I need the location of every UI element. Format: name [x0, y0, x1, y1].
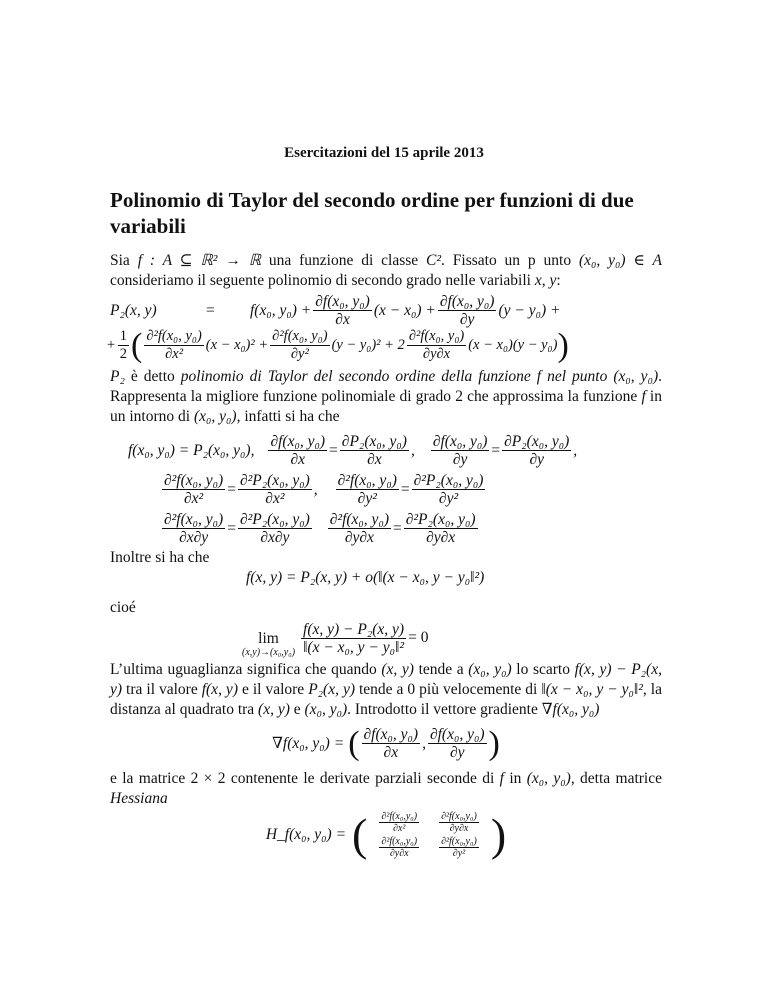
denominator: ∂y — [449, 744, 465, 761]
equality-row-3 — [160, 511, 662, 546]
fraction — [268, 433, 327, 468]
numerator: ∂²f(x₀, y₀) — [164, 511, 224, 528]
denominator: ∂x — [335, 311, 350, 328]
emphasis: Hessiana — [110, 790, 168, 807]
term: f(x₀, y₀) + — [250, 301, 312, 319]
denominator: ∂y∂x — [426, 529, 456, 546]
paren: ( — [352, 809, 368, 860]
term: (x − x₀)(y − y₀) — [468, 337, 558, 353]
math: f(x, y) — [201, 681, 238, 698]
numerator: ∂²f(x₀,y₀) — [381, 836, 418, 847]
denominator: ∂y — [452, 451, 468, 468]
text: , la distanza al quadrato tra — [110, 681, 662, 718]
fraction — [407, 328, 466, 363]
fraction — [502, 433, 571, 468]
numerator: ∂²f(x₀, y₀) — [272, 328, 328, 344]
text: Sia — [110, 252, 138, 269]
little-o-equation: f(x, y) = P₂(x, y) + o(‖(x − x₀, y − y₀‖²) — [246, 569, 485, 586]
denominator: ∂y² — [290, 346, 309, 362]
math: f — [641, 388, 646, 405]
equals: = — [227, 480, 236, 498]
fraction — [404, 511, 478, 546]
plus: + — [106, 337, 116, 353]
text: e — [289, 701, 305, 718]
text: in — [503, 770, 527, 787]
text: una funzione di classe — [260, 252, 427, 269]
fraction — [431, 433, 490, 468]
denominator: ∂y² — [438, 490, 459, 507]
denominator: ∂x² — [165, 346, 184, 362]
fraction — [340, 433, 409, 468]
math: (x₀, y₀) — [613, 368, 659, 385]
math: ∇f(x₀, y₀) — [541, 701, 600, 718]
denominator: ∂y — [459, 311, 475, 328]
denominator: ∂x — [383, 744, 399, 761]
paren: ( — [131, 326, 143, 364]
text: tende a — [413, 661, 469, 678]
lim-subscript: (x,y)→(x₀,y₀) — [242, 647, 296, 658]
denominator: ∂x — [367, 451, 382, 468]
text: e la matrice 2 × 2 contenente le derivate parziali seconde di — [110, 770, 500, 787]
matrix-entry — [439, 811, 479, 834]
term: (x − x₀) + — [373, 301, 436, 319]
page-header: Esercitazioni del 15 aprile 2013 — [284, 145, 484, 161]
math: (x₀, y₀) — [304, 701, 348, 718]
math: f — [499, 770, 504, 787]
numerator: ∂f(x₀, y₀) — [439, 293, 495, 310]
paren: ( — [348, 724, 360, 762]
text: lo scarto — [511, 661, 575, 678]
fraction — [328, 511, 391, 546]
limit-operator — [242, 618, 295, 658]
equals: = — [491, 441, 501, 459]
cioe-text: cioé — [110, 599, 136, 616]
lhs: H_f(x₀, y₀) = — [265, 826, 347, 843]
math: (x₀, y₀) — [526, 770, 571, 787]
taylor-equation-line2 — [106, 328, 706, 363]
fraction — [162, 511, 225, 546]
math: f : A ⊆ ℝ² → ℝ — [137, 252, 261, 269]
text: . Fissato un p unto — [441, 252, 579, 269]
term: f(x₀, y₀) = P₂(x₀, y₀), — [128, 441, 255, 459]
math: P₂ — [110, 368, 125, 385]
text: , detta matrice — [570, 770, 662, 787]
gradient-equation — [110, 726, 662, 761]
math: (x₀, y₀) — [193, 408, 237, 425]
text: . Introdotto il vettore gradiente — [347, 701, 542, 718]
numerator: ∂²f(x₀, y₀) — [164, 472, 224, 489]
denominator: ∂y∂x — [422, 346, 451, 362]
fraction — [144, 328, 203, 363]
matrix-entry — [379, 811, 419, 834]
fraction — [428, 726, 487, 761]
text: in un intorno di — [110, 388, 662, 425]
paren: ) — [557, 326, 569, 364]
equals: = — [227, 519, 236, 537]
numerator: ∂²f(x₀, y₀) — [329, 511, 389, 528]
term: (x − x₀)² + — [205, 337, 269, 353]
numerator: ∂P₂(x₀, y₀) — [504, 433, 570, 450]
text: . Rappresenta la migliore funzione polinomiale di grado 2 che approssima la funzione — [110, 368, 662, 405]
matrix-entry — [439, 836, 479, 859]
numerator: ∂²P₂(x₀, y₀) — [239, 472, 310, 489]
text: tende a 0 più velocemente di — [355, 681, 542, 698]
matrix-entry — [379, 836, 419, 859]
numerator: ∂f(x₀, y₀) — [315, 293, 370, 310]
hessian-paragraph — [110, 769, 662, 809]
math: (x, y) — [381, 661, 414, 678]
numerator: ∂f(x₀, y₀) — [363, 726, 419, 743]
numerator: ∂f(x₀, y₀) — [429, 726, 485, 743]
numerator: ∂f(x₀, y₀) — [432, 433, 488, 450]
fraction — [412, 472, 486, 507]
text: : — [556, 272, 561, 289]
rhs: = 0 — [408, 629, 429, 646]
fraction — [162, 472, 225, 507]
denominator: ∂y∂x — [449, 823, 469, 834]
hessian-equation — [110, 811, 662, 859]
explanation-paragraph — [110, 660, 662, 720]
denominator: ∂x² — [184, 490, 204, 507]
term: (y − y₀)² + 2 — [331, 337, 405, 353]
denominator: ∂y² — [357, 490, 377, 507]
numerator: ∂²f(x₀, y₀) — [146, 328, 202, 344]
comma: , — [573, 441, 578, 459]
equals: = — [329, 441, 338, 459]
denominator: ∂x — [290, 451, 306, 468]
numerator: ∂²f(x₀, y₀) — [337, 472, 397, 489]
paren: ) — [488, 724, 500, 762]
inoltre-text: Inoltre si ha che — [110, 549, 210, 566]
text: , infatti si ha che — [236, 408, 340, 425]
denominator: ∂x² — [393, 823, 406, 834]
fraction — [336, 472, 399, 507]
numerator: ∂²P₂(x₀, y₀) — [239, 511, 310, 528]
fraction — [362, 726, 421, 761]
equals: = — [206, 301, 215, 319]
denominator: ∂y² — [452, 848, 466, 859]
equals: = — [393, 519, 402, 537]
numerator: ∂²f(x₀, y₀) — [408, 328, 465, 344]
fraction — [238, 511, 312, 546]
text: consideriamo il seguente polinomio di secondo grado nelle variabili — [110, 272, 535, 289]
numerator: ∂²f(x₀,y₀) — [441, 836, 477, 847]
section-title: Polinomio di Taylor del secondo ordine per funzioni di due variabili — [110, 188, 634, 238]
comma: , — [422, 734, 426, 752]
text: è detto — [124, 368, 181, 385]
numerator: 1 — [119, 328, 128, 344]
term: (y − y₀) + — [498, 301, 561, 319]
fraction — [238, 472, 312, 507]
math: (x, y) — [258, 701, 290, 718]
fraction — [118, 328, 129, 363]
numerator: ∂²P₂(x₀, y₀) — [405, 511, 476, 528]
denominator: ∂x² — [265, 490, 285, 507]
fraction — [313, 293, 372, 328]
taylor-equation-line1 — [110, 293, 662, 328]
limit-equation — [242, 618, 662, 658]
page — [106, 0, 662, 879]
equality-row-2 — [160, 472, 662, 507]
denominator: ∂y — [529, 451, 544, 468]
intro-paragraph — [110, 251, 662, 291]
definition-paragraph — [110, 367, 662, 427]
equals: = — [400, 480, 410, 498]
fraction — [301, 621, 406, 656]
math: ‖(x − x₀, y − y₀‖² — [541, 681, 643, 698]
denominator: ∂y∂x — [389, 848, 409, 859]
math: (x₀, y₀) — [468, 661, 512, 678]
numerator: f(x, y) − P₂(x, y) — [303, 620, 405, 638]
text: e il valore — [237, 681, 309, 698]
denominator: ‖(x − x₀, y − y₀‖² — [303, 638, 405, 656]
comma: , — [410, 441, 415, 459]
lhs: ∇f(x₀, y₀) = — [272, 735, 345, 752]
lim: lim — [258, 630, 279, 647]
numerator: ∂f(x₀, y₀) — [270, 433, 326, 450]
paren: ) — [490, 809, 507, 860]
denominator: ∂y∂x — [344, 529, 374, 546]
math: C² — [426, 252, 442, 269]
math: (x₀, y₀) ∈ A — [578, 252, 662, 269]
math: x, y — [534, 272, 557, 289]
equality-row-1 — [128, 433, 662, 468]
fraction — [270, 328, 329, 363]
numerator: ∂²P₂(x₀, y₀) — [413, 472, 484, 489]
denominator: 2 — [119, 346, 128, 362]
denominator: ∂x∂y — [260, 529, 290, 546]
text: L’ultima uguaglianza significa che quando — [110, 661, 382, 678]
numerator: ∂²f(x₀,y₀) — [381, 811, 418, 822]
math: P₂(x, y) — [308, 681, 355, 698]
fraction — [438, 293, 497, 328]
denominator: ∂x∂y — [179, 529, 209, 546]
comma: , — [313, 480, 318, 498]
emphasis: polinomio di Taylor del secondo ordine della funzione f nel punto — [180, 368, 614, 385]
numerator: ∂P₂(x₀, y₀) — [341, 433, 407, 450]
text: tra il valore — [122, 681, 202, 698]
lhs: P₂(x, y) — [110, 301, 157, 319]
numerator: ∂²f(x₀,y₀) — [441, 811, 477, 822]
hessian-matrix — [377, 811, 480, 859]
math: f(x, y) − P₂(x, y) — [110, 661, 662, 698]
